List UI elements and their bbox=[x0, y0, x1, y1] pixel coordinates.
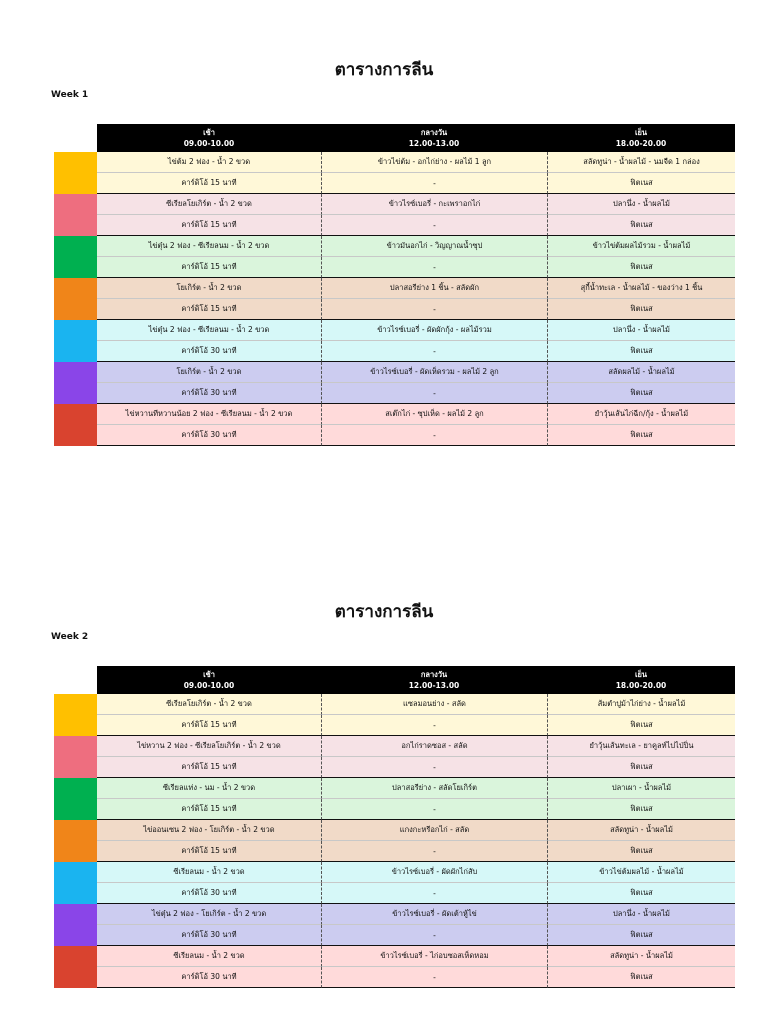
lunch-extra-cell: - bbox=[321, 383, 547, 404]
lunch-extra-cell: - bbox=[321, 215, 547, 236]
lunch-cell: ปลาสอรีย่าง 1 ชิ้น - สลัดผัก bbox=[321, 278, 547, 299]
meal-schedule-table bbox=[54, 666, 735, 988]
lunch-cell: ปลาสอรีย่าง - สลัดโยเกิร์ต bbox=[321, 778, 547, 799]
day-color-swatch bbox=[54, 278, 97, 320]
lunch-cell: อกไก่ราดซอส - สลัด bbox=[321, 736, 547, 757]
lunch-cell: สเต๊กไก่ - ซุปเห็ด - ผลไม้ 2 ลูก bbox=[321, 404, 547, 425]
lunch-cell: ข้าวไรซ์เบอรี่ - กะเพราอกไก่ bbox=[321, 194, 547, 215]
header-noon-time: 12.00-13.00 bbox=[408, 681, 460, 690]
dinner-cell: สลัดทูน่า - น้ำผลไม้ - นมจืด 1 กล่อง bbox=[547, 152, 735, 173]
lunch-extra-cell: - bbox=[321, 715, 547, 736]
lunch-cell: ข้าวไรซ์เบอรี่ - ผัดเต้าหู้ไข่ bbox=[321, 904, 547, 925]
cardio-cell: คาร์ดิโอ้ 30 นาที bbox=[97, 383, 321, 404]
dinner-cell: ยำวุ้นเส้นไก่ฉีก/กุ้ง - น้ำผลไม้ bbox=[547, 404, 735, 425]
lunch-extra-cell: - bbox=[321, 173, 547, 194]
cardio-cell: คาร์ดิโอ้ 15 นาที bbox=[97, 799, 321, 820]
cardio-cell: คาร์ดิโอ้ 30 นาที bbox=[97, 925, 321, 946]
cardio-cell: คาร์ดิโอ้ 15 นาที bbox=[97, 299, 321, 320]
header-morning-time: 09.00-10.00 bbox=[183, 139, 235, 148]
breakfast-cell: ซีเรียลแท่ง - นม - น้ำ 2 ขวด bbox=[97, 778, 321, 799]
day-color-swatch bbox=[54, 236, 97, 278]
dinner-cell: สลัดทูน่า - น้ำผลไม้ bbox=[547, 820, 735, 841]
header-morning bbox=[97, 666, 321, 694]
header-evening-time: 18.00-20.00 bbox=[615, 139, 667, 148]
dinner-cell: ปลานึ่ง - น้ำผลไม้ bbox=[547, 904, 735, 925]
fitness-cell: ฟิตเนส bbox=[547, 383, 735, 404]
day-color-swatch bbox=[54, 778, 97, 820]
meal-schedule-table bbox=[54, 124, 735, 446]
lunch-cell: ข้าวไข่ต้ม - อกไก่ย่าง - ผลไม้ 1 ลูก bbox=[321, 152, 547, 173]
fitness-cell: ฟิตเนส bbox=[547, 299, 735, 320]
dinner-cell: สลัดผลไม้ - น้ำผลไม้ bbox=[547, 362, 735, 383]
header-noon-time: 12.00-13.00 bbox=[408, 139, 460, 148]
fitness-cell: ฟิตเนส bbox=[547, 341, 735, 362]
header-evening bbox=[547, 124, 735, 152]
breakfast-cell: ไข่ตุ๋น 2 ฟอง - โยเกิร์ต - น้ำ 2 ขวด bbox=[97, 904, 321, 925]
lunch-cell: แซลมอนย่าง - สลัด bbox=[321, 694, 547, 715]
lunch-extra-cell: - bbox=[321, 341, 547, 362]
header-evening-label: เย็น bbox=[634, 128, 648, 137]
breakfast-cell: ไข่ต้ม 2 ฟอง - น้ำ 2 ขวด bbox=[97, 152, 321, 173]
breakfast-cell: ซีเรียลโยเกิร์ต - น้ำ 2 ขวด bbox=[97, 194, 321, 215]
header-evening bbox=[547, 666, 735, 694]
cardio-cell: คาร์ดิโอ้ 30 นาที bbox=[97, 341, 321, 362]
header-evening-time: 18.00-20.00 bbox=[615, 681, 667, 690]
header-corner bbox=[54, 666, 97, 694]
lunch-extra-cell: - bbox=[321, 425, 547, 446]
lunch-extra-cell: - bbox=[321, 841, 547, 862]
day-color-swatch bbox=[54, 904, 97, 946]
cardio-cell: คาร์ดิโอ้ 30 นาที bbox=[97, 883, 321, 904]
page-title: ตารางการลีน bbox=[334, 602, 434, 622]
dinner-cell: ปลานึ่ง - น้ำผลไม้ bbox=[547, 320, 735, 341]
fitness-cell: ฟิตเนส bbox=[547, 215, 735, 236]
day-color-swatch bbox=[54, 694, 97, 736]
lunch-extra-cell: - bbox=[321, 757, 547, 778]
fitness-cell: ฟิตเนส bbox=[547, 967, 735, 988]
breakfast-cell: ซีเรียลโยเกิร์ต - น้ำ 2 ขวด bbox=[97, 694, 321, 715]
fitness-cell: ฟิตเนส bbox=[547, 257, 735, 278]
day-color-swatch bbox=[54, 862, 97, 904]
header-morning bbox=[97, 124, 321, 152]
header-noon bbox=[321, 124, 547, 152]
fitness-cell: ฟิตเนส bbox=[547, 883, 735, 904]
fitness-cell: ฟิตเนส bbox=[547, 757, 735, 778]
lunch-cell: แกงกะหรีอกไก่ - สลัด bbox=[321, 820, 547, 841]
dinner-cell: สุกี้น้ำทะเล - น้ำผลไม้ - ของว่าง 1 ชิ้น bbox=[547, 278, 735, 299]
dinner-cell: ปลาเผา - น้ำผลไม้ bbox=[547, 778, 735, 799]
lunch-cell: ข้าวไรซ์เบอรี่ - ไก่อบซอสเห็ดหอม bbox=[321, 946, 547, 967]
dinner-cell: ส้มตำปูม้าไก่ย่าง - น้ำผลไม้ bbox=[547, 694, 735, 715]
cardio-cell: คาร์ดิโอ้ 30 นาที bbox=[97, 425, 321, 446]
header-morning-time: 09.00-10.00 bbox=[183, 681, 235, 690]
breakfast-cell: ซีเรียลนม - น้ำ 2 ขวด bbox=[97, 946, 321, 967]
day-color-swatch bbox=[54, 820, 97, 862]
breakfast-cell: ไข่หวาน 2 ฟอง - ซีเรียลโยเกิร์ต - น้ำ 2 ขวด bbox=[97, 736, 321, 757]
lunch-extra-cell: - bbox=[321, 925, 547, 946]
breakfast-cell: ไข่ออนเซน 2 ฟอง - โยเกิร์ต - น้ำ 2 ขวด bbox=[97, 820, 321, 841]
dinner-cell: สลัดทูน่า - น้ำผลไม้ bbox=[547, 946, 735, 967]
cardio-cell: คาร์ดิโอ้ 15 นาที bbox=[97, 257, 321, 278]
day-color-swatch bbox=[54, 194, 97, 236]
day-color-swatch bbox=[54, 404, 97, 446]
day-color-swatch bbox=[54, 736, 97, 778]
dinner-cell: ข้าวไข่ต้มผลไม้ - น้ำผลไม้ bbox=[547, 862, 735, 883]
day-color-swatch bbox=[54, 362, 97, 404]
dinner-cell: ข้าวไข่ต้มผลไม้รวม - น้ำผลไม้ bbox=[547, 236, 735, 257]
cardio-cell: คาร์ดิโอ้ 15 นาที bbox=[97, 173, 321, 194]
fitness-cell: ฟิตเนส bbox=[547, 425, 735, 446]
header-evening-label: เย็น bbox=[634, 670, 648, 679]
cardio-cell: คาร์ดิโอ้ 15 นาที bbox=[97, 841, 321, 862]
breakfast-cell: โยเกิร์ต - น้ำ 2 ขวด bbox=[97, 278, 321, 299]
dinner-cell: ปลานึ่ง - น้ำผลไม้ bbox=[547, 194, 735, 215]
week-label: Week 1 bbox=[51, 90, 89, 100]
week-label: Week 2 bbox=[51, 632, 89, 642]
lunch-extra-cell: - bbox=[321, 299, 547, 320]
cardio-cell: คาร์ดิโอ้ 30 นาที bbox=[97, 967, 321, 988]
lunch-extra-cell: - bbox=[321, 967, 547, 988]
header-noon-label: กลางวัน bbox=[420, 128, 448, 137]
cardio-cell: คาร์ดิโอ้ 15 นาที bbox=[97, 215, 321, 236]
day-color-swatch bbox=[54, 946, 97, 988]
fitness-cell: ฟิตเนส bbox=[547, 173, 735, 194]
header-morning-label: เช้า bbox=[203, 670, 215, 679]
breakfast-cell: ไข่ตุ๋น 2 ฟอง - ซีเรียลนม - น้ำ 2 ขวด bbox=[97, 320, 321, 341]
lunch-cell: ข้าวไรซ์เบอรี่ - ผัดผักไก่สับ bbox=[321, 862, 547, 883]
lunch-cell: ข้าวไรซ์เบอรี่ - ผัดผักกุ้ง - ผลไม้รวม bbox=[321, 320, 547, 341]
fitness-cell: ฟิตเนส bbox=[547, 799, 735, 820]
lunch-cell: ข้าวไรซ์เบอรี่ - ผัดเห็ดรวม - ผลไม้ 2 ลูก bbox=[321, 362, 547, 383]
header-noon bbox=[321, 666, 547, 694]
header-morning-label: เช้า bbox=[203, 128, 215, 137]
day-color-swatch bbox=[54, 320, 97, 362]
lunch-cell: ข้าวมันอกไก่ - วิญญาณน้ำซุป bbox=[321, 236, 547, 257]
fitness-cell: ฟิตเนส bbox=[547, 841, 735, 862]
cardio-cell: คาร์ดิโอ้ 15 นาที bbox=[97, 757, 321, 778]
dinner-cell: ยำวุ้นเส้นทะเล - ยาคูลท์ไปไป่ปิ่น bbox=[547, 736, 735, 757]
breakfast-cell: ไข่หวานทีหวานน้อย 2 ฟอง - ซีเรียลนม - น้ำ 2 ขวด bbox=[97, 404, 321, 425]
header-corner bbox=[54, 124, 97, 152]
fitness-cell: ฟิตเนส bbox=[547, 925, 735, 946]
cardio-cell: คาร์ดิโอ้ 15 นาที bbox=[97, 715, 321, 736]
fitness-cell: ฟิตเนส bbox=[547, 715, 735, 736]
page-title: ตารางการลีน bbox=[334, 60, 434, 80]
lunch-extra-cell: - bbox=[321, 257, 547, 278]
header-noon-label: กลางวัน bbox=[420, 670, 448, 679]
breakfast-cell: ซีเรียลนม - น้ำ 2 ขวด bbox=[97, 862, 321, 883]
lunch-extra-cell: - bbox=[321, 799, 547, 820]
breakfast-cell: ไข่ตุ๋น 2 ฟอง - ซีเรียลนม - น้ำ 2 ขวด bbox=[97, 236, 321, 257]
breakfast-cell: โยเกิร์ต - น้ำ 2 ขวด bbox=[97, 362, 321, 383]
day-color-swatch bbox=[54, 152, 97, 194]
lunch-extra-cell: - bbox=[321, 883, 547, 904]
